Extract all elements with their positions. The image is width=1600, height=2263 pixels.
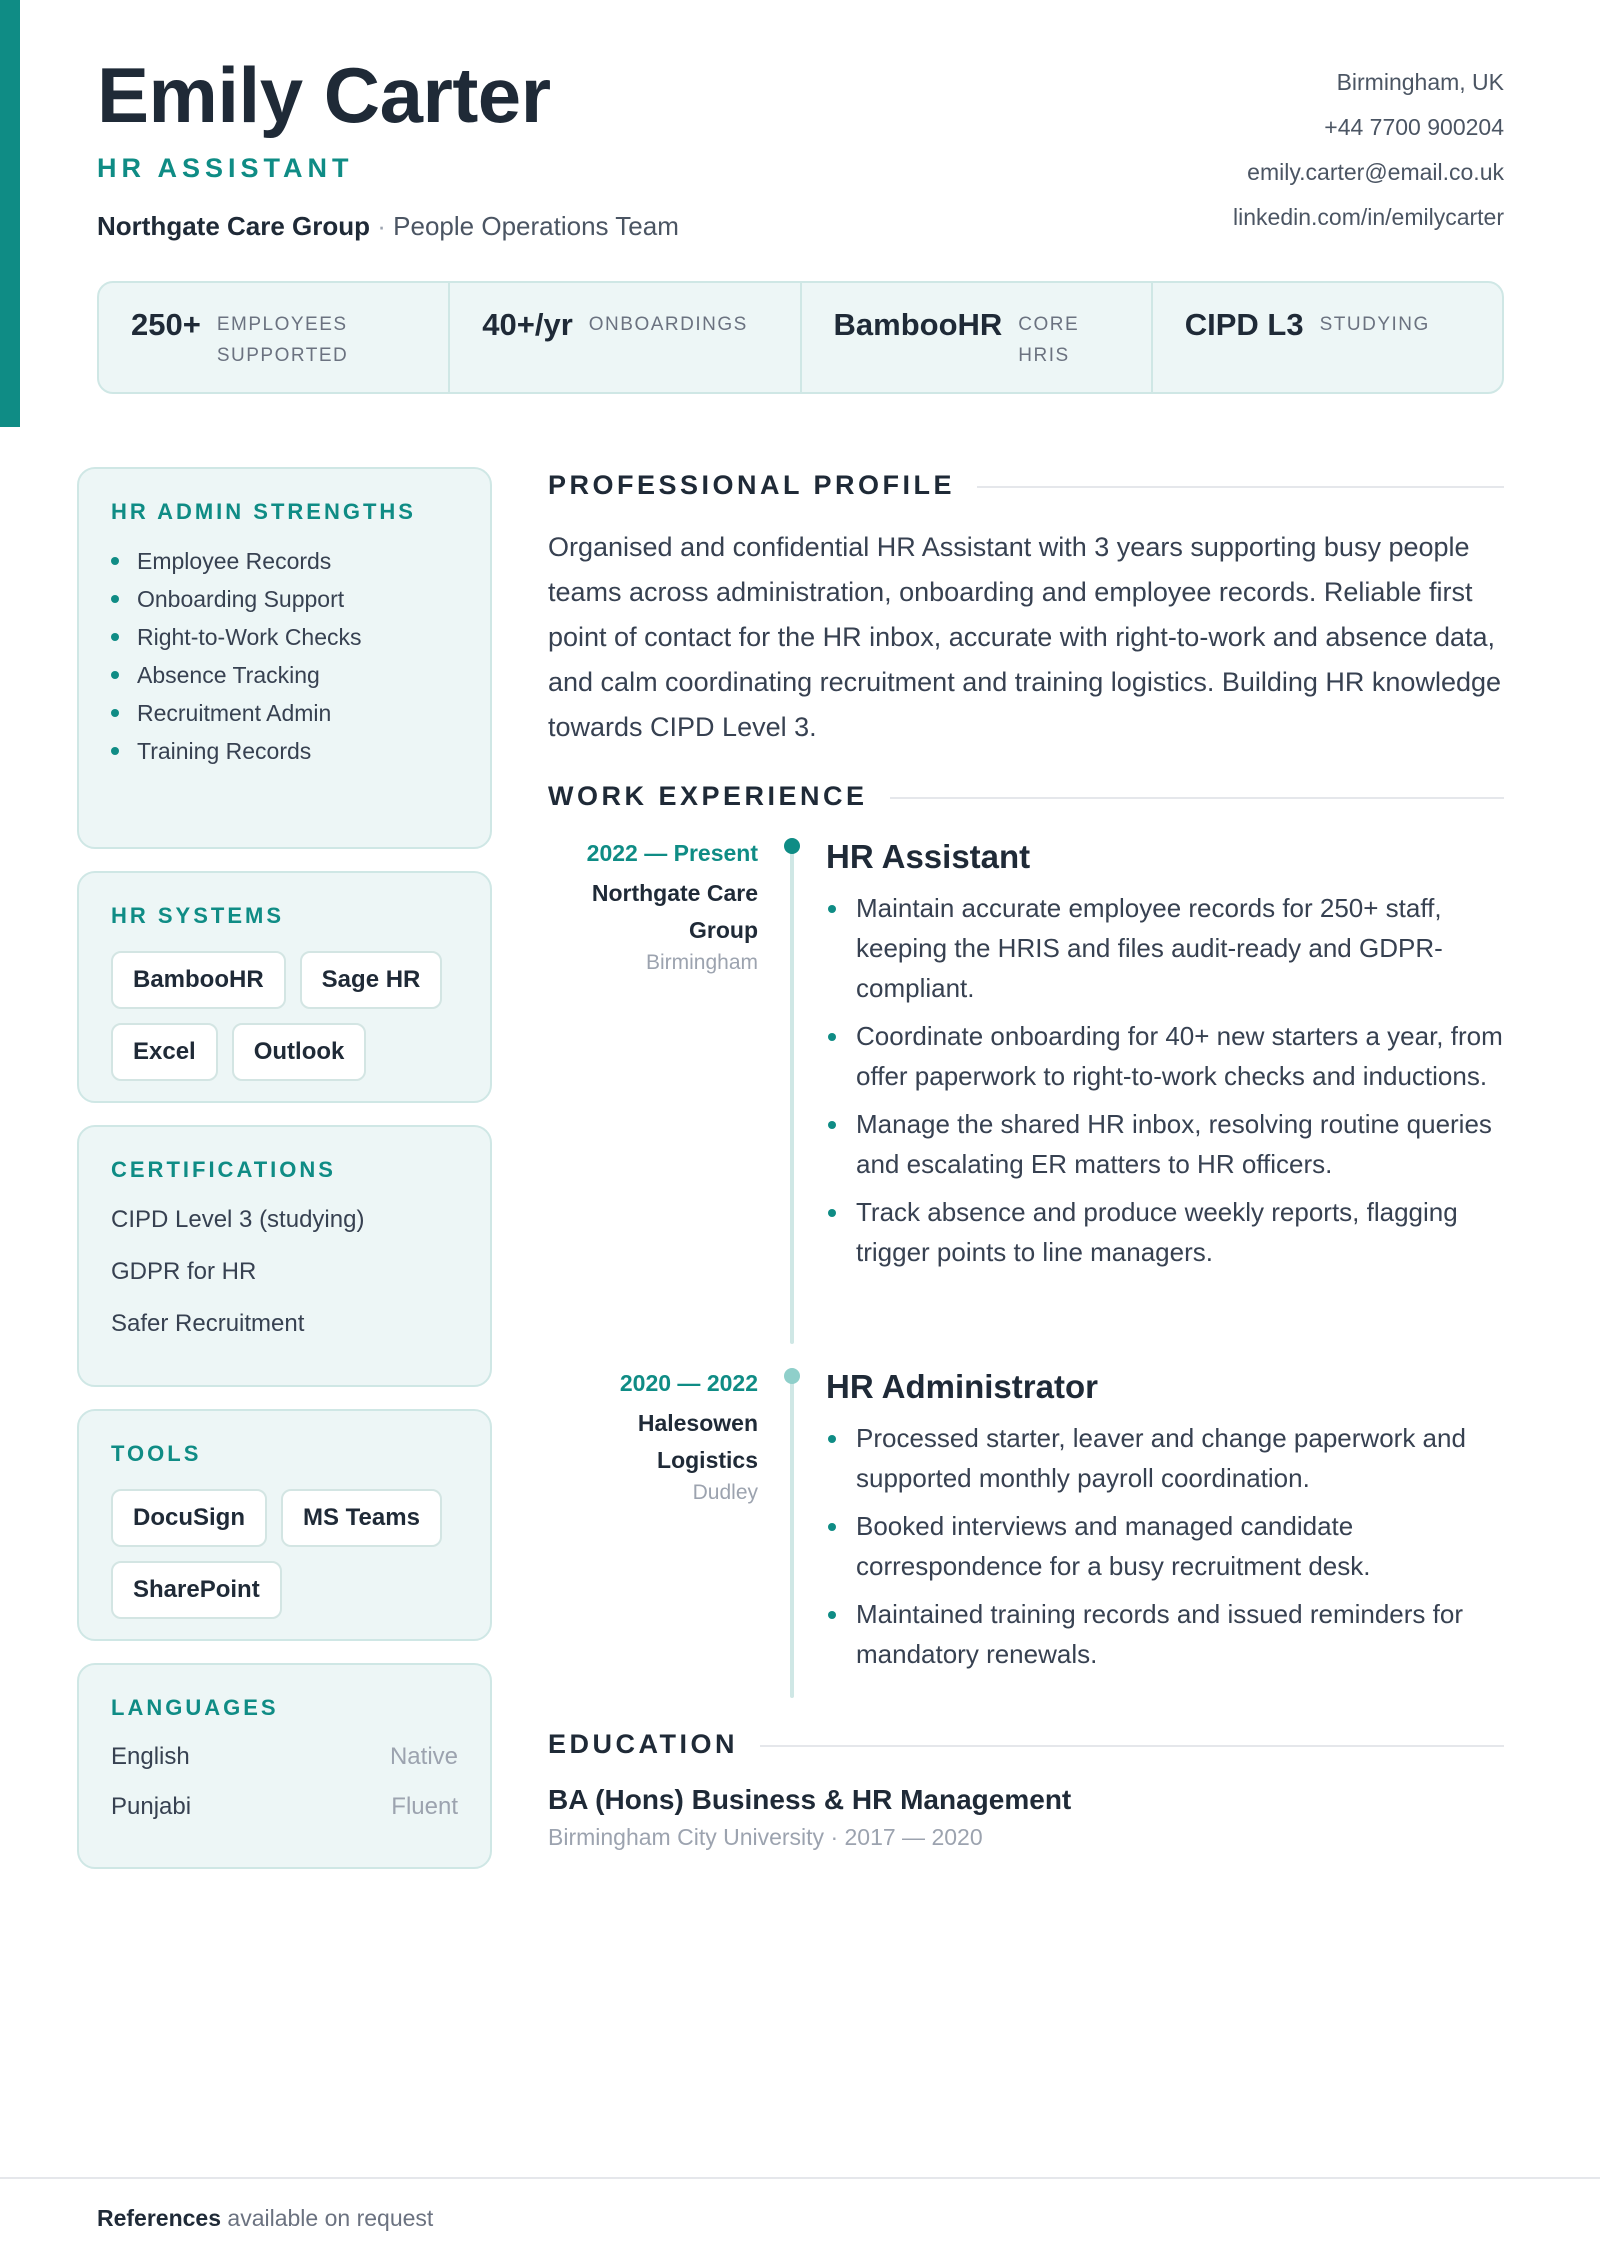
job-title: HR Assistant: [826, 838, 1031, 875]
job-body: [826, 1366, 1504, 1706]
education-details: Birmingham City University · 2017 — 2020: [548, 1824, 983, 1850]
tools-chips: [111, 1489, 458, 1619]
accent-bar: [0, 0, 20, 427]
certifications-title: CERTIFICATIONS: [111, 1157, 336, 1182]
list-item: Onboarding Support: [111, 575, 458, 623]
languages-title: LANGUAGES: [111, 1695, 279, 1720]
job-dates: 2022 — Present: [586, 840, 758, 866]
list-item: Processed starter, leaver and change paperwork and supported monthly payroll coordination.: [826, 1418, 1504, 1498]
job-body: [826, 836, 1504, 1366]
chip: MS Teams: [281, 1489, 442, 1547]
section-title-text: PROFESSIONAL PROFILE: [548, 469, 956, 500]
stat-label: ONBOARDINGS: [588, 314, 748, 335]
job-location: Birmingham: [645, 951, 758, 974]
list-item: Employee Records: [111, 537, 458, 585]
separator: ·: [377, 211, 386, 241]
list-item: Absence Tracking: [111, 651, 458, 699]
systems-chips: [111, 951, 458, 1081]
job-meta: [548, 836, 758, 1366]
stat-onboardings: [450, 283, 801, 392]
timeline-line: [790, 844, 794, 1344]
section-rule: [760, 1745, 1504, 1747]
timeline-dot: [784, 1368, 800, 1384]
candidate-name: Emily Carter: [97, 51, 551, 139]
chip: Sage HR: [300, 951, 443, 1009]
job-entry: [548, 1366, 1504, 1706]
stat-hris: [802, 283, 1153, 392]
list-item: Right-to-Work Checks: [111, 613, 458, 661]
tools-card: [77, 1409, 492, 1641]
current-company-line: [97, 211, 679, 242]
footer-text: available on request: [227, 2205, 434, 2231]
stat-value: BambooHR: [833, 307, 1003, 342]
job-title: HR Administrator: [826, 1368, 1098, 1405]
chip: DocuSign: [111, 1489, 267, 1547]
list-item: CIPD Level 3 (studying): [111, 1206, 365, 1233]
strengths-list: [111, 537, 458, 775]
systems-card: [77, 871, 492, 1103]
education-section-title: [548, 1726, 1504, 1762]
profile-section-title: [548, 467, 1504, 503]
job-dates: 2020 — 2022: [619, 1370, 758, 1396]
list-item: Maintained training records and issued reminders for mandatory renewals.: [826, 1594, 1504, 1674]
sidebar: [77, 467, 492, 1891]
job-location: Dudley: [692, 1481, 758, 1504]
contact-linkedin[interactable]: linkedin.com/in/emilycarter: [1233, 204, 1504, 230]
chip: SharePoint: [111, 1561, 282, 1619]
stat-label: STUDYING: [1319, 314, 1430, 335]
timeline-dot: [784, 838, 800, 854]
company-name: Northgate Care Group: [97, 211, 371, 241]
strengths-card: [77, 467, 492, 849]
stat-value: 250+: [131, 307, 201, 342]
team-name: People Operations Team: [393, 211, 679, 241]
systems-title: HR SYSTEMS: [111, 903, 285, 928]
footer-references: [97, 2205, 433, 2232]
job-entry: [548, 836, 1504, 1366]
contact-block: [1233, 66, 1504, 246]
language-name: English: [111, 1743, 190, 1770]
contact-location: Birmingham, UK: [1336, 69, 1504, 95]
experience-timeline: [548, 836, 1504, 1706]
contact-email[interactable]: emily.carter@email.co.uk: [1247, 159, 1504, 185]
job-org: Northgate Care Group: [591, 880, 758, 943]
list-item: GDPR for HR: [111, 1258, 257, 1285]
stat-label: CORE HRIS: [1018, 314, 1080, 366]
language-level: Native: [389, 1743, 458, 1770]
section-rule: [890, 797, 1504, 799]
list-item: Recruitment Admin: [111, 689, 458, 737]
stat-cipd: [1153, 283, 1502, 392]
main-column: [548, 467, 1504, 1851]
section-title-text: WORK EXPERIENCE: [548, 780, 868, 811]
list-item: Training Records: [111, 727, 458, 775]
stat-label: EMPLOYEES SUPPORTED: [216, 314, 349, 366]
list-item: Coordinate onboarding for 40+ new starters a year, from offer paperwork to right-to-work checks and inductions.: [826, 1016, 1504, 1096]
chip: BambooHR: [111, 951, 286, 1009]
chip: Outlook: [232, 1023, 367, 1081]
education-degree: BA (Hons) Business & HR Management: [548, 1784, 1072, 1815]
tools-title: TOOLS: [111, 1441, 202, 1466]
contact-phone[interactable]: +44 7700 900204: [1324, 114, 1504, 140]
language-row: [111, 1793, 458, 1843]
section-title-text: EDUCATION: [548, 1728, 738, 1759]
stat-value: 40+/yr: [482, 307, 573, 342]
stat-value: CIPD L3: [1184, 307, 1304, 342]
chip: Excel: [111, 1023, 218, 1081]
footer-divider: [0, 2177, 1600, 2179]
stat-employees: [99, 283, 450, 392]
footer-strong: References: [97, 2205, 222, 2231]
profile-text: Organised and confidential HR Assistant with 3 years supporting busy people teams across administration, onboarding and employee records. Reliable first point of contact for the HR inbox, accurate with right-to-work and absence data, and calm coordinating recruitment and training logistics. Building HR knowledge towards CIPD Level 3.: [548, 532, 1502, 742]
language-row: [111, 1743, 458, 1793]
experience-section-title: [548, 778, 1504, 814]
certifications-list: [111, 1205, 458, 1361]
languages-card: [77, 1663, 492, 1869]
list-item: Manage the shared HR inbox, resolving routine queries and escalating ER matters to HR officers.: [826, 1104, 1504, 1184]
job-title: HR ASSISTANT: [97, 153, 354, 183]
job-meta: [548, 1366, 758, 1706]
job-bullets: [826, 1418, 1504, 1674]
list-item: Maintain accurate employee records for 250+ staff, keeping the HRIS and files audit-ready and GDPR-compliant.: [826, 888, 1504, 1008]
certifications-card: [77, 1125, 492, 1387]
job-bullets: [826, 888, 1504, 1272]
strengths-title: HR ADMIN STRENGTHS: [111, 499, 416, 524]
language-name: Punjabi: [111, 1793, 192, 1820]
stats-bar: [97, 281, 1504, 394]
section-rule: [977, 486, 1504, 488]
job-org: Halesowen Logistics: [637, 1410, 758, 1473]
language-level: Fluent: [391, 1793, 458, 1820]
list-item: Safer Recruitment: [111, 1310, 305, 1337]
list-item: Booked interviews and managed candidate correspondence for a busy recruitment desk.: [826, 1506, 1504, 1586]
list-item: Track absence and produce weekly reports, flagging trigger points to line managers.: [826, 1192, 1504, 1272]
timeline-line: [790, 1374, 794, 1698]
